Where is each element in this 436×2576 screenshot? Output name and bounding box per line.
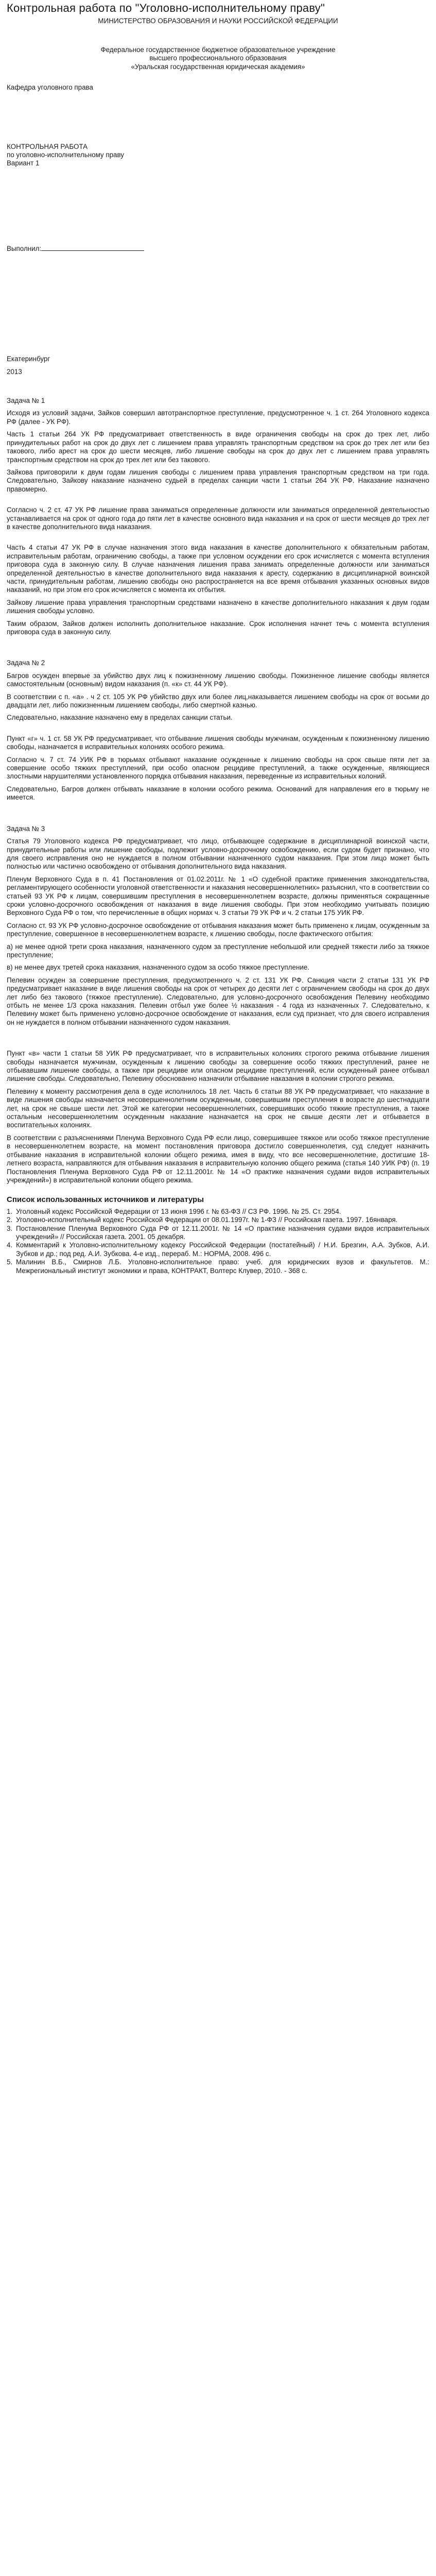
task-2-paragraph: Багров осужден впервые за убийство двух лиц к пожизненному лишению свободы. Пожизненное лишение свободы является самостоятельным (основным) видом наказания (п. «к» ст. 44 УК РФ). — [7, 671, 429, 688]
task-4-paragraph: В соответствии с разъяснениями Пленума Верховного Суда РФ если лицо, совершившее тяжкое или особо тяжкое преступление в несовершеннолетнем возрасте, на момент постановления приговора достигло совершеннолетия, суд следует назначить отбывание наказания в исправительной колонии общего режима, имея в виду, что все несовершеннолетние, достигшие 18-летнего возраста, направляются для отбывания наказания в исправительную колонию общего режима (статья 140 УИК РФ) (п. 19 Постановления Пленума Верховного Суда РФ от 12.11.2001г. № 14 «О практике назначения судами видов исправительных учреждений») в исправительной колонии общего режима. — [7, 1133, 429, 1184]
task-1-paragraph: Часть 4 статьи 47 УК РФ в случае назначения этого вида наказания в качестве дополнительного к обязательным работам, исправительным работам, ограничению свободы, а также при условном осуждении его срок исчисляется с момента вступления приговора суда в законную силу. В случае назначения лишения права занимать определенные должности или заниматься определенной деятельностью в качестве дополнительного вида наказания к аресту, содержанию в дисциплинарной воинской части, принудительным работам, лишению свободы оно распространяется на все время отбывания указанных основных видов наказаний, но при этом его срок исчисляется с момента их отбытия. — [7, 544, 429, 594]
literature-item-number: 1. — [7, 1207, 13, 1215]
university-line-1: Федеральное государственное бюджетное образовательное учреждение — [100, 46, 336, 54]
university-line-2: высшего профессионального образования — [149, 54, 287, 62]
task-4-paragraph: Пункт «в» части 1 статьи 58 УИК РФ предусматривает, что в исправительных колониях строгого режима отбывание лишения свободы назначается мужчинам, осужденным к лишению свободы за совершение особо тяжких преступлений, ранее не отбывавшим лишение свободы, а также при рецидиве или опасном рецидиве преступлений, если осужденный ранее отбывал лишение свободы. Следовательно, Пелевину обоснованно назначили отбывание наказания в колонии строгого режима. — [7, 1049, 429, 1083]
task-1 — [7, 397, 429, 636]
city: Екатеринбург — [7, 355, 50, 363]
performed-by-label: Выполнил: — [7, 244, 42, 252]
university-line-3: «Уральская государственная юридическая академия» — [131, 62, 305, 71]
task-1-paragraph: Исходя из условий задачи, Зайков совершил автотранспортное преступление, предусмотренное ч. 1 ст. 264 Уголовного кодекса РФ (далее - УК РФ). — [7, 409, 429, 426]
task-1-paragraph: Согласно ч. 2 ст. 47 УК РФ лишение права заниматься определенные должности или заниматься определенной деятельностью устанавливается на срок от одного года до пяти лет в качестве основного вида наказания и на срок от шести месяцев до трех лет в качестве дополнительного вида наказания. — [7, 506, 429, 531]
task-3-paragraph: Пленум Верховного Суда в п. 41 Постановления от 01.02.2011г. № 1 «О судебной практике применения законодательства, регламентирующего особенности уголовной ответственности и наказания несовершеннолетних» разъяснил, что в соответствии со статьей 93 УК РФ к лицам, совершившим преступления в несовершеннолетнем возрасте, должны применяться сокращенные сроки условно-досрочного освобождения от наказания в виде лишения свободы. При этом необходимо учитывать позицию Верховного Суда РФ о том, что перечисленные в общих нормах ч. 3 статьи 79 УК РФ и ч. 2 статьи 175 УИК РФ. — [7, 875, 429, 917]
literature-item-text: Малинин В.Б., Смирнов Л.Б. Уголовно-исполнительное право: учеб. для юридических вузов и факультетов. М.: Межрегиональный институт экономики и права, КОНТРАКТ, Волтерс Клувер, 2010. - 368 с. — [16, 1258, 429, 1275]
task-3-paragraph: Пелевин осужден за совершение преступления, предусмотренного ч. 2 ст. 131 УК РФ. Санкция части 2 статьи 131 УК РФ предусматривает наказание в виде лишения свободы на срок от четырех до десяти лет с ограничением свободы на срок до двух лет либо без такового (тяжкое преступление). Следовательно, для условно-досрочного освобождения Пелевину необходимо отбыть не менее 1/3 срока наказания. Пелевин отбыл уже более ½ наказания - 4 года из назначенных 7. Следовательно, к Пелевину может быть применено условно-досрочное освобождение от наказания, если суд признает, что для своего исправления он не нуждается в полном отбывании назначенного судом наказания. — [7, 976, 429, 1026]
task-3-paragraph: Статья 79 Уголовного кодекса РФ предусматривает, что лицо, отбывающее содержание в дисциплинарной воинской части, принудительные работы или лишение свободы, подлежит условно-досрочному освобождению, если судом будет признано, что для своего исправления оно не нуждается в полном отбывании назначенного судом наказания. При этом лицо может быть полностью или частично освобождено от отбывания дополнительного вида наказания. — [7, 837, 429, 871]
literature-item-text: Комментарий к Уголовно-исполнительному кодексу Российской Федерации (постатейный) / Н.И. Брезгин, А.А. Зубков, А.И. Зубков и др.; под ред. А.И. Зубкова. 4-е изд., перераб. М.: НОРМА, 2008. 496 с. — [16, 1241, 429, 1258]
variant: Вариант 1 — [7, 159, 40, 167]
literature-item — [7, 1258, 429, 1275]
task-2-paragraph: Следовательно, наказание назначено ему в пределах санкции статьи. — [7, 714, 233, 722]
task-1-heading: Задача № 1 — [7, 397, 45, 405]
task-3-heading: Задача № 3 — [7, 824, 45, 833]
literature-item-number: 2. — [7, 1216, 13, 1224]
performed-by-line — [7, 244, 429, 253]
task-2-paragraph: В соответствии с п. «а» . ч 2 ст. 105 УК РФ убийство двух или более лиц,наказывается лишением свободы на срок от восьми до двадцати лет, либо пожизненным лишением свободы, либо смертной казнью. — [7, 692, 429, 709]
task-1-paragraph: Часть 1 статьи 264 УК РФ предусматривает ответственность в виде ограничения свободы на срок до трех лет, либо принудительных работ на срок до двух лет с лишением права управлять транспортным средством на срок до трех лет или без такового, либо арест на срок до шести месяцев, либо лишение свободы на срок до двух лет с лишением права управлять транспортным средством на срок до трех лет или без такового. — [7, 430, 429, 464]
literature-item — [7, 1241, 429, 1258]
task-2-paragraph: Пункт «г» ч. 1 ст. 58 УК РФ предусматривает, что отбывание лишения свободы мужчинам, осужденным к пожизненному лишению свободы, назначается в исправительных колониях особого режима. — [7, 734, 429, 751]
document-page — [0, 2, 436, 2576]
task-2 — [7, 659, 429, 802]
task-2-paragraph: Следовательно, Багров должен отбывать наказание в колонии особого режима. Оснований для направления его в тюрьму не имеется. — [7, 785, 429, 802]
task-4-paragraph: Пелевину к моменту рассмотрения дела в суде исполнилось 18 лет. Часть 6 статьи 88 УК РФ предусматривает, что наказание в виде лишения свободы назначается несовершеннолетним осужденным, совершившим преступления в возрасте до шестнадцати лет, на срок не свыше шести лет. Этой же категории несовершеннолетних, совершивших особо тяжкие преступления, а также остальным несовершеннолетним осужденным наказание назначается на срок не свыше десяти лет и отбывается в воспитательных колониях. — [7, 1087, 429, 1129]
ministry-line: МИНИСТЕРСТВО ОБРАЗОВАНИЯ И НАУКИ РОССИЙСКОЙ ФЕДЕРАЦИИ — [98, 17, 338, 25]
discipline: по уголовно-исполнительному праву — [7, 151, 124, 159]
literature-heading: Список использованных источников и литературы — [7, 1195, 204, 1205]
literature-item-number: 3. — [7, 1224, 13, 1232]
literature-item-number: 5. — [7, 1258, 13, 1266]
year: 2013 — [7, 367, 22, 376]
task-1-paragraph: Зайкову лишение права управления транспортным средствами назначено в качестве дополнительного наказания к двум годам лишения свободы условно. — [7, 598, 429, 615]
task-3-paragraph: в) не менее двух третей срока наказания, назначенного судом за особо тяжкое преступление. — [7, 963, 309, 972]
task-1-paragraph: Зайкова приговорили к двум годам лишения свободы с лишением права управления транспортным средством на три года. Следовательно, Зайкову наказание назначено судьей в пределах санкции части 1 статьи 264 УК РФ. Наказание назначено правомерно. — [7, 468, 429, 493]
literature-section — [7, 1196, 429, 1275]
literature-item — [7, 1216, 429, 1224]
literature-item-text: Постановление Пленума Верховного Суда РФ от 12.11.2001г. № 14 «О практике назначения судами видов исправительных учреждений» // Российская газета. 2001. 05 декабря. — [16, 1224, 429, 1241]
literature-item-text: Уголовно-исполнительный кодекс Российской Федерации от 08.01.1997г. № 1-ФЗ // Российская газета. 1997. 16января. — [16, 1216, 398, 1224]
document-title: Контрольная работа по "Уголовно-исполнительному праву" — [7, 2, 325, 14]
literature-item-text: Уголовный кодекс Российской Федерации от 13 июня 1996 г. № 63-ФЗ // СЗ РФ. 1996. № 25. Ст. 2954. — [16, 1207, 341, 1215]
task-3-paragraph: Согласно ст. 93 УК РФ условно-досрочное освобождение от отбывания наказания может быть применено к лицам, осужденным за преступление, совершенное в несовершеннолетнем возрасте, к лишению свободы, после фактического отбытия: — [7, 921, 429, 938]
task-3-paragraph: а) не менее одной трети срока наказания, назначенного судом за преступление небольшой или средней тяжести либо за тяжкое преступление; — [7, 942, 429, 959]
literature-item — [7, 1208, 429, 1216]
task-4 — [7, 1049, 429, 1184]
work-type: КОНТРОЛЬНАЯ РАБОТА — [7, 142, 88, 150]
task-2-heading: Задача № 2 — [7, 659, 45, 667]
signature-underline — [41, 244, 144, 251]
task-1-paragraph: Таким образом, Зайков должен исполнить дополнительное наказание. Срок исполнения начнет течь с момента вступления приговора суда в законную силу. — [7, 619, 429, 636]
literature-list — [7, 1208, 429, 1275]
literature-item-number: 4. — [7, 1241, 13, 1249]
task-2-paragraph: Согласно ч. 7 ст. 74 УИК РФ в тюрьмах отбывают наказание осужденные к лишению свободы на срок свыше пяти лет за совершение особо тяжких преступлений, при особо опасном рецидиве преступлений, а также осужденные, являющиеся злостными нарушителями установленного порядка отбывания наказания, переведенные из исправительных колоний. — [7, 755, 429, 781]
literature-item — [7, 1225, 429, 1242]
task-3 — [7, 825, 429, 1027]
department: Кафедра уголовного права — [7, 83, 93, 92]
university-block — [7, 46, 429, 71]
